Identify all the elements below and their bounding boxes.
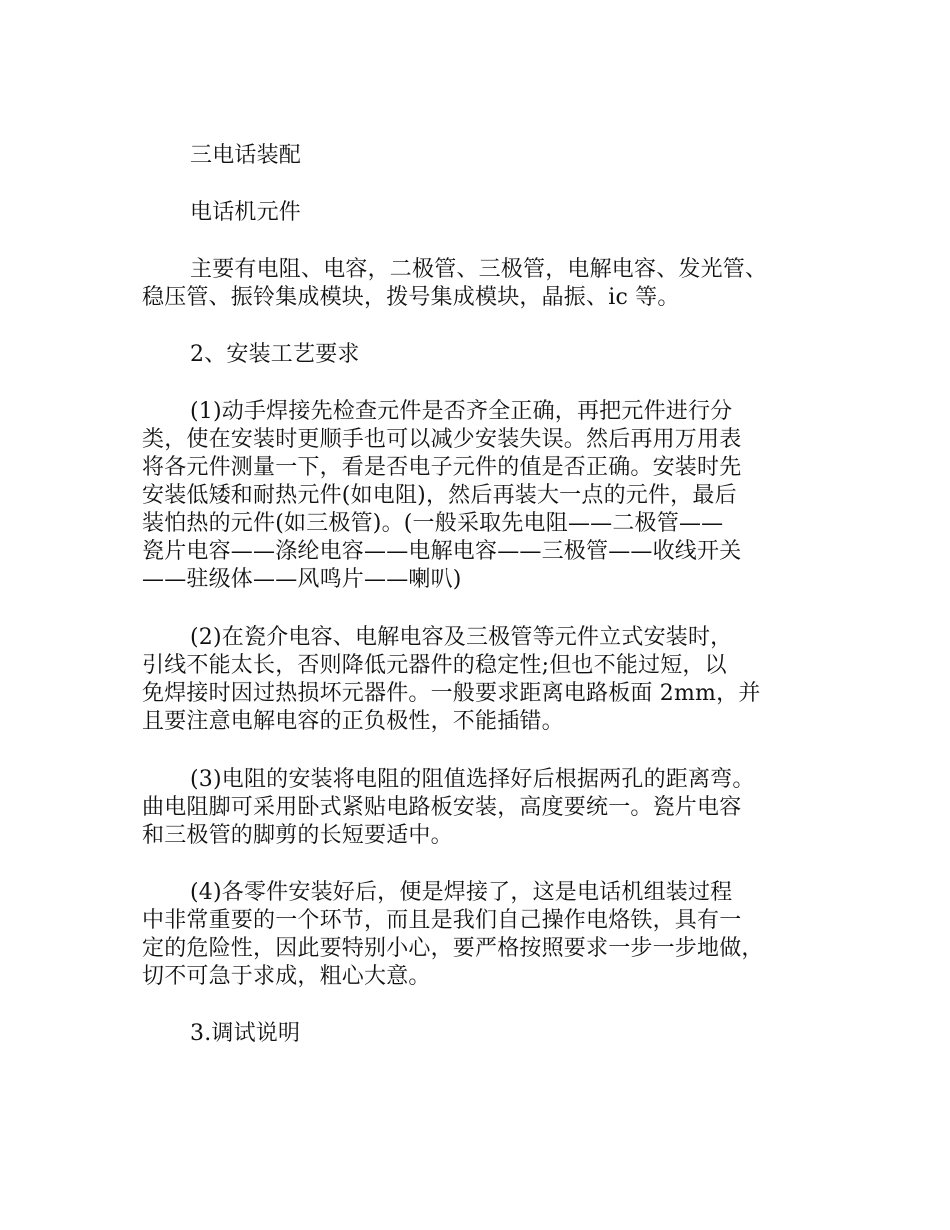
- install-paragraph-4: [142, 879, 832, 991]
- paragraph-line: 将各元件测量一下，看是否电子元件的值是否正确。安装时先: [142, 455, 742, 480]
- paragraph-line: 装怕热的元件(如三极管)。(一般采取先电阻——二极管——: [142, 511, 724, 536]
- paragraph-line: 引线不能太长，否则降低元器件的稳定性;但也不能过短，以: [142, 653, 727, 678]
- paragraph-line: 切不可急于求成，粗心大意。: [142, 964, 431, 989]
- paragraph-line: (2)在瓷介电容、电解电容及三极管等元件立式安装时，: [190, 625, 733, 650]
- paragraph-line: 类，使在安装时更顺手也可以减少安装失误。然后再用万用表: [142, 427, 742, 452]
- paragraph-line: 且要注意电解电容的正负极性，不能插错。: [142, 709, 564, 734]
- paragraph-line: (1)动手焊接先检查元件是否齐全正确，再把元件进行分: [190, 399, 733, 424]
- paragraph-line: 瓷片电容——涤纶电容——电解电容——三极管——收线开关: [142, 539, 742, 564]
- components-paragraph: [142, 256, 832, 312]
- debug-heading-text: 3.调试说明: [190, 1021, 301, 1046]
- paragraph-line: ——驻级体——风鸣片——喇叭): [142, 567, 462, 592]
- paragraph-line: 主要有电阻、电容，二极管、三极管，电解电容、发光管、: [190, 257, 768, 282]
- paragraph-line: 安装低矮和耐热元件(如电阻)，然后再装大一点的元件，最后: [142, 483, 737, 508]
- paragraph-line: 稳压管、振铃集成模块，拨号集成模块，晶振、ic 等。: [142, 285, 680, 310]
- components-heading: [142, 199, 832, 227]
- install-paragraph-2: [142, 624, 832, 736]
- section-heading-text: 三电话装配: [190, 143, 302, 168]
- section-heading: [142, 142, 832, 170]
- paragraph-line: 免焊接时因过热损坏元器件。一般要求距离电路板面 2mm，并: [142, 681, 761, 706]
- install-paragraph-3: [142, 766, 832, 850]
- paragraph-line: (4)各零件安装好后，便是焊接了，这是电话机组装过程: [190, 880, 733, 905]
- install-heading-text: 2、安装工艺要求: [190, 342, 360, 367]
- components-heading-text: 电话机元件: [190, 200, 302, 225]
- debug-heading: [142, 1020, 832, 1048]
- paragraph-line: (3)电阻的安装将电阻的阻值选择好后根据两孔的距离弯。: [190, 767, 755, 792]
- install-heading: [142, 341, 832, 369]
- paragraph-line: 和三极管的脚剪的长短要适中。: [142, 823, 453, 848]
- install-paragraph-1: [142, 398, 832, 594]
- paragraph-line: 中非常重要的一个环节，而且是我们自己操作电烙铁，具有一: [142, 908, 742, 933]
- paragraph-line: 曲电阻脚可采用卧式紧贴电路板安装，高度要统一。瓷片电容: [142, 795, 742, 820]
- paragraph-line: 定的危险性，因此要特别小心，要严格按照要求一步一步地做，: [142, 936, 764, 961]
